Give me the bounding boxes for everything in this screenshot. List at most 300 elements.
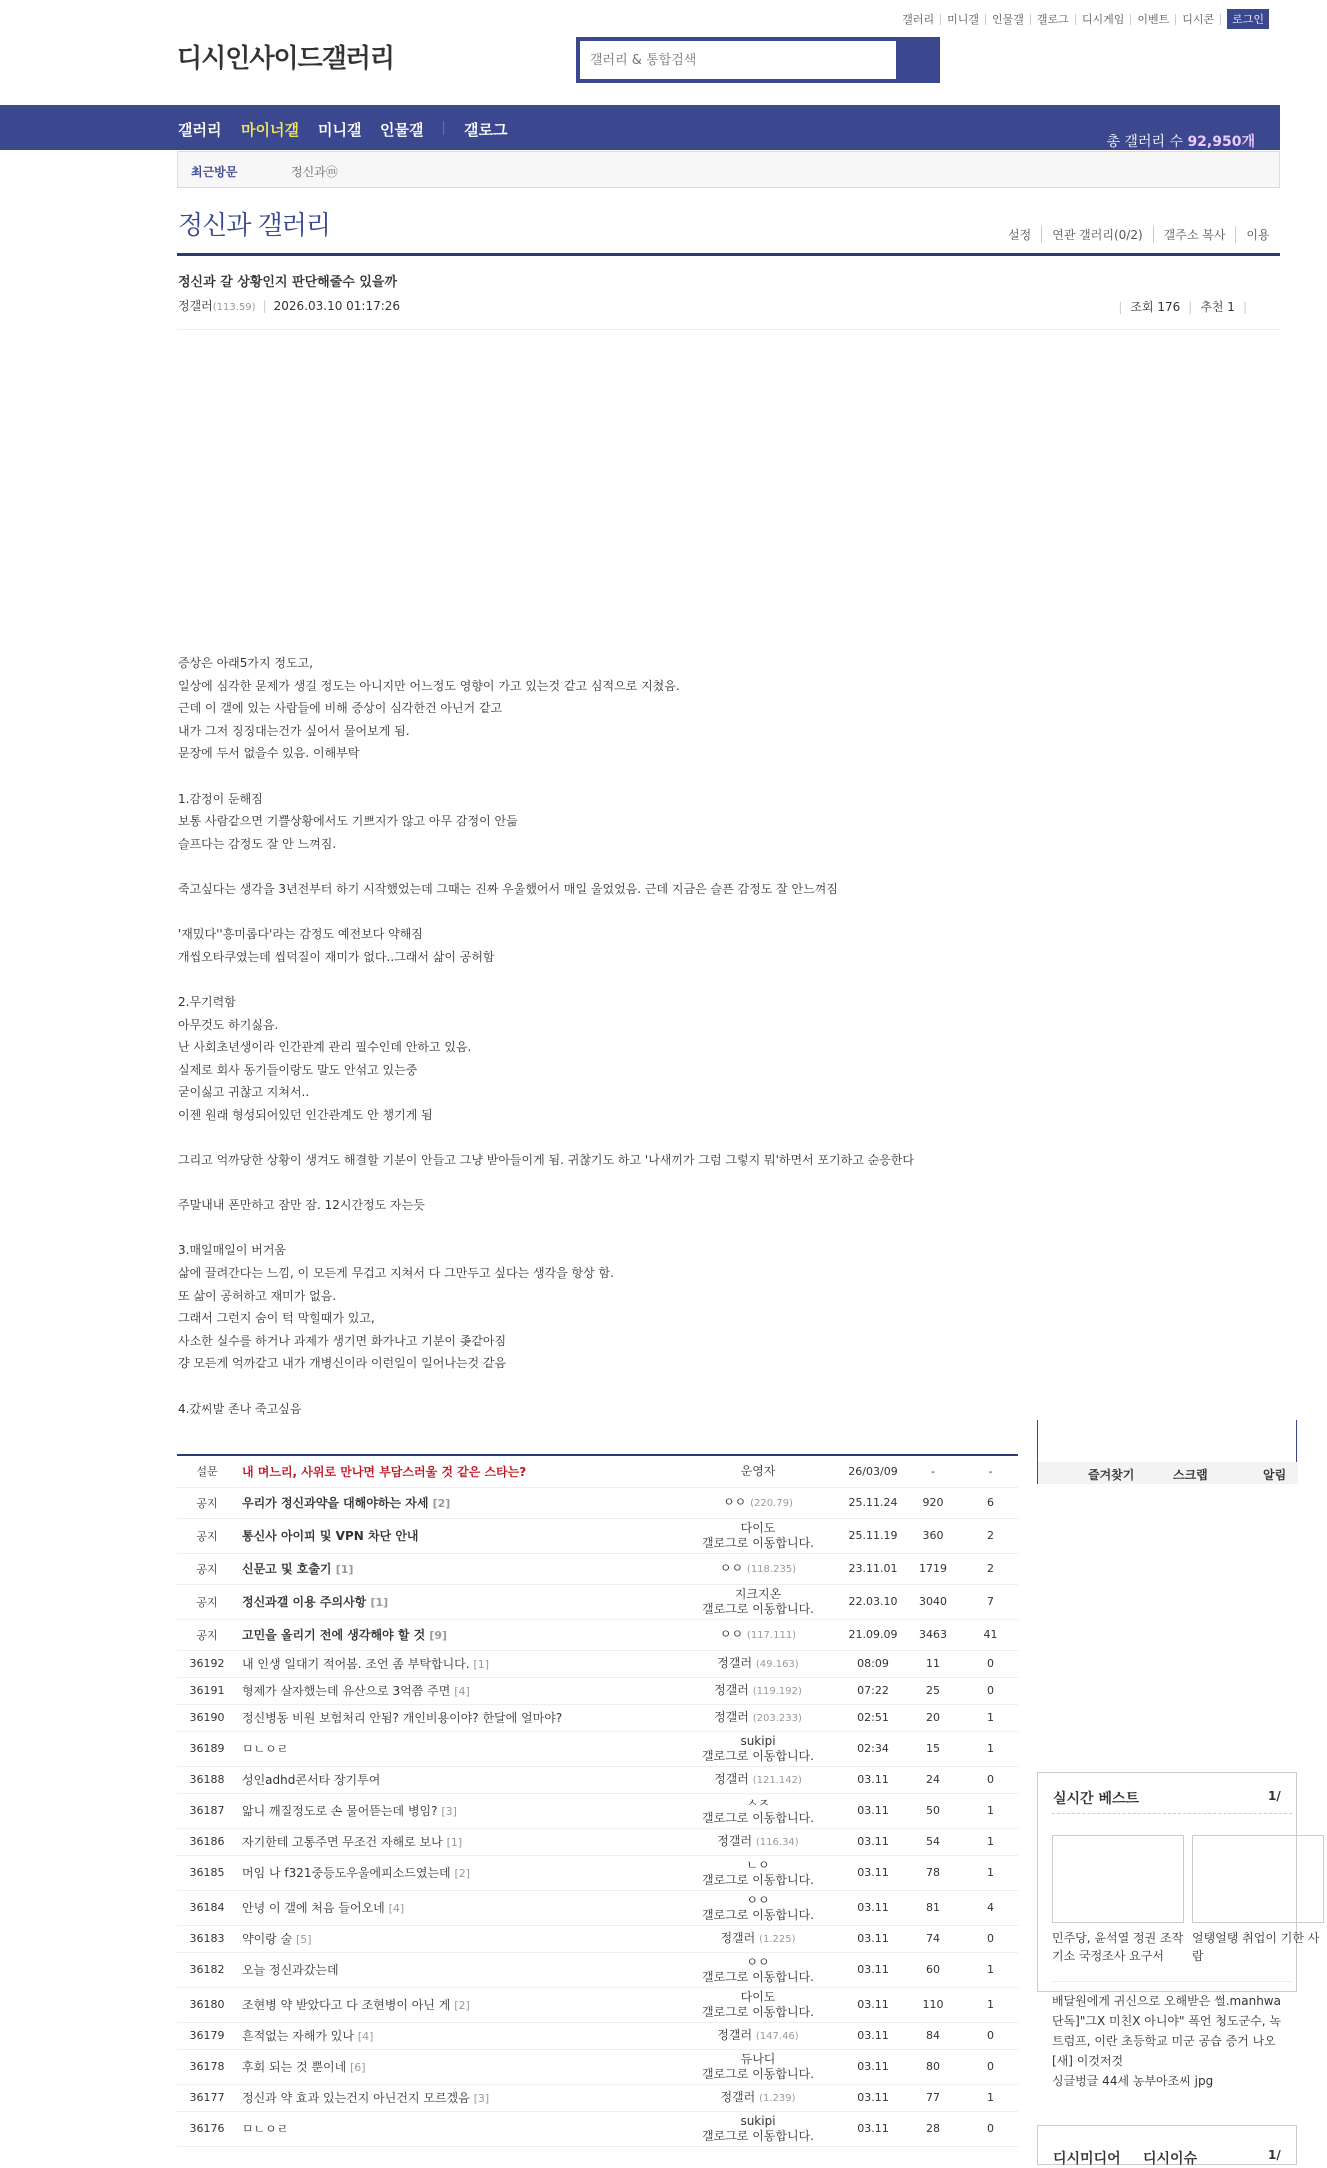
related-galleries-link[interactable]: 연관 갤러리(0/2) — [1041, 226, 1152, 243]
body-line: 삶에 끌려간다는 느낌, 이 모든게 무겁고 지쳐서 다 그만두고 싶다는 생각을 항상 함. — [178, 1266, 614, 1281]
writer-nick[interactable]: 정갤러 — [720, 1930, 756, 1945]
post-recommend: 1 — [963, 1952, 1018, 1987]
top-links — [896, 9, 1269, 29]
post-recommend: 0 — [963, 2022, 1018, 2049]
post-recommend: 1 — [963, 2084, 1018, 2111]
comment-count[interactable]: [4] — [357, 2030, 374, 2043]
post-number: 36179 — [177, 2022, 237, 2049]
user-box — [1037, 1420, 1297, 1484]
gallog-link[interactable]: 갤로그로 이동합니다. — [702, 1810, 814, 1825]
post-views: 15 — [903, 1731, 963, 1766]
table-row — [177, 2084, 1018, 2111]
best-title: 실시간 베스트 — [1053, 1791, 1140, 1807]
total-label: 총 갤러리 수 — [1106, 134, 1188, 150]
post-title-cell — [237, 1619, 673, 1650]
post-title-link[interactable]: 내 며느리, 사위로 만나면 부담스러울 것 같은 스타는? — [242, 1464, 527, 1479]
post-number: 36185 — [177, 1855, 237, 1890]
comment-count[interactable]: [5] — [296, 1933, 312, 1946]
writer-nick[interactable]: 정갤러 — [717, 1833, 753, 1848]
post-title-cell — [237, 1487, 673, 1518]
logo[interactable]: 디시인사이드갤러리 — [177, 44, 395, 74]
writer — [673, 1677, 843, 1704]
nav-person-gallery[interactable]: 인물갤 — [380, 121, 424, 139]
post-title-link[interactable]: 정신과 약 효과 있는건지 아닌건지 모르겠음 — [242, 2091, 470, 2105]
table-row — [177, 1650, 1018, 1677]
gallog-link[interactable]: 갤로그로 이동합니다. — [702, 1535, 814, 1550]
main-nav — [0, 105, 1280, 150]
comment-count[interactable]: [9] — [429, 1629, 448, 1642]
body-line: 문장에 두서 없을수 있음. 이해부탁 — [178, 746, 360, 761]
body-line: 사소한 실수를 하거나 과제가 생기면 화가나고 기분이 좆같아짐 — [178, 1333, 507, 1348]
post-date: 25.11.24 — [843, 1487, 903, 1518]
post-recommend: 0 — [963, 1650, 1018, 1677]
writer-nick[interactable]: 정갤러 — [720, 2089, 756, 2104]
writer — [673, 2022, 843, 2049]
post-title-cell — [237, 1704, 673, 1731]
post-title-cell — [237, 1677, 673, 1704]
post-number: 설문 — [177, 1456, 237, 1487]
writer-nick[interactable]: 지크지온 — [734, 1586, 782, 1601]
post-views: 3463 — [903, 1619, 963, 1650]
post-title-link[interactable]: 후회 되는 것 뿐이네 — [242, 2060, 347, 2074]
writer-ip: (220.79) — [750, 1497, 793, 1509]
post-recommend: 41 — [963, 1619, 1018, 1650]
body-line — [178, 765, 1008, 788]
alarm-button[interactable]: 알림 — [1263, 1468, 1287, 1482]
comment-count[interactable]: [2] — [454, 1999, 470, 2012]
post-views: 20 — [903, 1704, 963, 1731]
post-title-link[interactable]: 성인adhd콘서타 장기투여 — [242, 1773, 381, 1787]
post-title-cell — [237, 1828, 673, 1855]
post-recommend: 7 — [963, 1584, 1018, 1619]
writer-ip: (203.233) — [752, 1712, 802, 1724]
post-views: 60 — [903, 1952, 963, 1987]
body-line — [178, 855, 1008, 878]
top-link[interactable]: 갤러리 — [896, 14, 941, 25]
table-row — [177, 1584, 1018, 1619]
post-title-link[interactable]: ㅁㄴㅇㄹ — [242, 1742, 289, 1756]
table-row — [177, 1890, 1018, 1925]
search-box — [576, 37, 940, 83]
post-title-cell — [237, 1731, 673, 1766]
table-row — [177, 1456, 1018, 1487]
total-galleries — [1106, 131, 1255, 151]
writer — [673, 1487, 843, 1518]
post-title-link[interactable]: 안녕 이 갤에 처음 들어오네 — [242, 1901, 385, 1915]
writer — [673, 1925, 843, 1952]
writer-nick[interactable]: ㅇㅇ — [719, 1626, 744, 1641]
gallog-link[interactable]: 갤로그로 이동합니다. — [702, 1872, 814, 1887]
comment-count[interactable]: [3] — [473, 2092, 490, 2105]
top-link[interactable]: 갤로그 — [1031, 14, 1076, 25]
body-line: 걍 모든게 억까같고 내가 개병신이라 이런일이 일어나는것 같음 — [178, 1356, 507, 1371]
writer-nick[interactable]: sukipi — [740, 2113, 776, 2128]
gallog-link[interactable]: 갤로그로 이동합니다. — [702, 2004, 814, 2019]
body-line — [178, 968, 1008, 991]
table-row — [177, 1855, 1018, 1890]
post-title-link[interactable]: 신문고 및 호출기 — [242, 1562, 332, 1576]
body-line: 굳이싫고 귀찮고 지쳐서.. — [178, 1085, 310, 1100]
writer-nick[interactable]: 듀나디 — [740, 2051, 776, 2066]
writer-nick[interactable]: 정갤러 — [714, 1771, 749, 1786]
post-recommend: - — [963, 1456, 1018, 1487]
post-date: 03.11 — [843, 1793, 903, 1828]
post-list — [177, 1450, 1018, 2147]
body-line: 슬프다는 감정도 잘 안 느껴짐. — [178, 836, 337, 851]
post-number: 공지 — [177, 1518, 237, 1553]
search-input[interactable] — [580, 41, 896, 79]
recent-visits-bar — [177, 151, 1280, 188]
dc-media-box — [1037, 2125, 1297, 2165]
table-row — [177, 1952, 1018, 1987]
post-views: 3040 — [903, 1584, 963, 1619]
writer — [673, 1731, 843, 1766]
post-title-link[interactable]: 통신사 아이피 및 VPN 차단 안내 — [242, 1529, 419, 1543]
writer — [673, 1584, 843, 1619]
writer-nick[interactable]: sukipi — [740, 1733, 776, 1748]
top-link[interactable]: 이벤트 — [1131, 14, 1176, 25]
recent-item[interactable]: 정신과ⓜ — [291, 165, 338, 179]
table-row — [177, 1619, 1018, 1650]
post-number: 공지 — [177, 1487, 237, 1518]
post-title-link[interactable]: 자기한테 고통주면 무조건 자해로 보나 — [242, 1835, 443, 1849]
post-author[interactable]: 정갤러 — [178, 299, 213, 313]
gallog-link[interactable]: 갤로그로 이동합니다. — [702, 2128, 814, 2143]
body-line: 실제로 회사 동기들이랑도 말도 안섞고 있는중 — [178, 1062, 418, 1077]
writer-ip: (1.239) — [759, 2092, 796, 2104]
post-title-link[interactable]: ㅁㄴㅇㄹ — [242, 2122, 289, 2136]
body-line: 4.갔씨발 존나 죽고싶음 — [178, 1401, 302, 1416]
writer-ip: (49.163) — [755, 1658, 799, 1670]
table-row — [177, 1518, 1018, 1553]
post-recommend: 2 — [963, 1553, 1018, 1584]
post-views: 78 — [903, 1855, 963, 1890]
comment-count[interactable]: [1] — [370, 1596, 389, 1609]
writer — [673, 1456, 843, 1487]
gallery-title[interactable]: 정신과 갤러리 — [178, 211, 330, 241]
post-title-link[interactable]: 정신병동 비원 보험처리 안됨? 개인비용이야? 한달에 얼마야? — [242, 1711, 563, 1725]
table-row — [177, 2111, 1018, 2146]
post-title-link[interactable]: 정신과갤 이용 주의사항 — [242, 1595, 367, 1609]
body-line: 죽고싶다는 생각을 3년전부터 하기 시작했었는데 그때는 진짜 우울했어서 매일 울었었음. 근데 지금은 슬픈 감정도 잘 안느껴짐 — [178, 881, 838, 896]
post-views: 84 — [903, 2022, 963, 2049]
table-row — [177, 2049, 1018, 2084]
best-item[interactable]: 배달원에게 귀신으로 오해받은 썰.manhwa — [1052, 1994, 1281, 2008]
writer-nick[interactable]: ㅇㅇ — [746, 1892, 770, 1907]
writer-nick[interactable]: 다이도 — [740, 1520, 776, 1535]
comment-count[interactable]: [2] — [454, 1867, 471, 1880]
body-line: 주말내내 폰만하고 잠만 잠. 12시간정도 자는듯 — [178, 1198, 425, 1213]
table-row — [177, 1987, 1018, 2022]
writer-nick[interactable]: ㅇㅇ — [746, 1954, 770, 1969]
nav-mini-gallery[interactable]: 미니갤 — [318, 121, 362, 139]
post-number: 36178 — [177, 2049, 237, 2084]
post-ip: (113.59) — [212, 302, 256, 313]
tab-dc-media[interactable]: 디시미디어 — [1053, 2151, 1121, 2167]
post-views: 360 — [903, 1518, 963, 1553]
best-item[interactable]: 단독]"그X 미친X 아니야" 폭언 청도군수, 녹 — [1052, 2014, 1281, 2028]
post-date: 03.11 — [843, 2049, 903, 2084]
post-number: 36184 — [177, 1890, 237, 1925]
writer-nick[interactable]: ㅅㅈ — [746, 1795, 770, 1810]
recent-label: 최근방문 — [191, 165, 238, 179]
body-line: 내가 그저 징징대는건가 싶어서 물어보게 됨. — [178, 723, 410, 738]
table-row — [177, 1828, 1018, 1855]
body-line — [178, 901, 1008, 924]
post-title-cell — [237, 1855, 673, 1890]
body-line: 보통 사람같으면 기쁠상황에서도 기쁘지가 않고 아무 감정이 안듦 — [178, 814, 518, 829]
post-title-link[interactable]: 약이랑 술 — [242, 1932, 293, 1946]
post-date: 21.09.09 — [843, 1619, 903, 1650]
best-item[interactable]: [새] 이것저것 — [1052, 2054, 1124, 2068]
writer-ip: (121.142) — [752, 1774, 802, 1786]
table-row — [177, 1553, 1018, 1584]
writer-nick[interactable]: ㅇㅇ — [719, 1560, 744, 1575]
body-line: 3.매일매일이 버거움 — [178, 1243, 287, 1258]
post-title-cell — [237, 2084, 673, 2111]
post-views: 920 — [903, 1487, 963, 1518]
comment-count[interactable]: [4] — [388, 1902, 405, 1915]
writer-nick[interactable]: 정갤러 — [714, 1682, 749, 1697]
writer-ip: (116.34) — [755, 1836, 799, 1848]
post-recommend: 1 — [963, 1987, 1018, 2022]
post-number: 36182 — [177, 1952, 237, 1987]
post-title-cell — [237, 2049, 673, 2084]
comment-count[interactable]: [3] — [441, 1805, 457, 1818]
writer-nick[interactable]: 운영자 — [740, 1463, 776, 1478]
post-views: 50 — [903, 1793, 963, 1828]
top-link[interactable]: 인물갤 — [986, 14, 1031, 25]
gallog-link[interactable]: 갤로그로 이동합니다. — [702, 1748, 814, 1763]
post-number: 공지 — [177, 1584, 237, 1619]
post-number: 36176 — [177, 2111, 237, 2146]
table-row — [177, 1925, 1018, 1952]
post-title-link[interactable]: 오늘 정신과갔는데 — [242, 1963, 339, 1977]
post-number: 36192 — [177, 1650, 237, 1677]
post-number: 36190 — [177, 1704, 237, 1731]
body-line: 근데 이 갤에 있는 사람들에 비해 증상이 심각한건 아닌거 같고 — [178, 701, 503, 716]
total-value: 92,950개 — [1187, 134, 1255, 150]
best-caption[interactable]: 얼탱얼탱 취업이 기한 사람 — [1192, 1931, 1320, 1963]
writer — [673, 2111, 843, 2146]
writer — [673, 1890, 843, 1925]
post-date: 26/03/09 — [843, 1456, 903, 1487]
best-page: 1/ — [1268, 1789, 1281, 1803]
gallog-link[interactable]: 갤로그로 이동합니다. — [702, 2066, 814, 2081]
login-button[interactable]: 로그인 — [1227, 9, 1269, 29]
post-number: 36187 — [177, 1793, 237, 1828]
post-recommend: 2 — [963, 1518, 1018, 1553]
body-line: 그리고 억까당한 상황이 생겨도 해결할 기분이 안들고 그냥 받아들이게 됨. 귀찮기도 하고 '나새끼가 그럼 그렇지 뭐'하면서 포기하고 순응한다 — [178, 1153, 915, 1168]
writer — [673, 1855, 843, 1890]
writer — [673, 1828, 843, 1855]
post-number: 36183 — [177, 1925, 237, 1952]
body-line: 이젠 원래 형성되어있던 인간관계도 안 챙기게 됨 — [178, 1107, 433, 1122]
post-recommend: 1 — [963, 1828, 1018, 1855]
post-date: 03.11 — [843, 2111, 903, 2146]
post-date: 03.11 — [843, 1766, 903, 1793]
post-date: 03.11 — [843, 1987, 903, 2022]
post-title-cell — [237, 1793, 673, 1828]
settings-link[interactable]: 설정 — [1008, 228, 1032, 242]
top-link[interactable]: 미니갤 — [941, 14, 986, 25]
gallog-link[interactable]: 갤로그로 이동합니다. — [702, 1907, 814, 1922]
post-title-cell — [237, 1987, 673, 2022]
writer — [673, 1518, 843, 1553]
favorites-button[interactable]: 즐겨찾기 — [1088, 1468, 1135, 1482]
scrap-button[interactable]: 스크랩 — [1173, 1468, 1208, 1482]
post-title-link[interactable]: 앎니 깨질정도로 손 물어뜯는데 병임? — [242, 1804, 438, 1818]
post-recommend: 0 — [963, 1766, 1018, 1793]
writer — [673, 1650, 843, 1677]
post-views: 81 — [903, 1890, 963, 1925]
post-recommend: 0 — [963, 2049, 1018, 2084]
body-line: 1.감정이 둔해짐 — [178, 791, 263, 806]
comment-count[interactable]: [1] — [473, 1658, 490, 1671]
post-title-link[interactable]: 내 인생 일대기 적어봄. 조언 좀 부탁합니다. — [242, 1657, 470, 1671]
post-number: 36186 — [177, 1828, 237, 1855]
writer — [673, 2049, 843, 2084]
post-body — [178, 652, 1008, 1420]
comment-count[interactable]: [2] — [432, 1497, 451, 1510]
post-recommend: 0 — [963, 1677, 1018, 1704]
body-line — [178, 1375, 1008, 1398]
writer — [673, 1952, 843, 1987]
table-row — [177, 1766, 1018, 1793]
best-thumbnail[interactable] — [1052, 1835, 1184, 1923]
post-number: 공지 — [177, 1553, 237, 1584]
post-recommend: 0 — [963, 1925, 1018, 1952]
comment-count[interactable]: [1] — [446, 1836, 463, 1849]
tab-dc-issue[interactable]: 디시이슈 — [1143, 2151, 1198, 2167]
post-title-link[interactable]: 머임 나 f321중등도우울에피소드였는데 — [242, 1866, 451, 1880]
post-title-cell — [237, 1650, 673, 1677]
post-date: 03.11 — [843, 1855, 903, 1890]
post-number: 공지 — [177, 1619, 237, 1650]
post-date: 08:09 — [843, 1650, 903, 1677]
writer-ip: (117.111) — [746, 1629, 797, 1641]
post-title-cell — [237, 1518, 673, 1553]
post-views: 1719 — [903, 1553, 963, 1584]
body-line: 일상에 심각한 문제가 생길 정도는 아니지만 어느정도 영향이 가고 있는것 같고 심적으로 지쳤음. — [178, 678, 680, 693]
writer — [673, 1619, 843, 1650]
writer-ip: (147.46) — [755, 2030, 799, 2042]
post-title-link[interactable]: 고민을 올리기 전에 생각해야 할 것 — [242, 1628, 426, 1642]
table-row — [177, 1704, 1018, 1731]
writer-nick[interactable]: ㅇㅇ — [723, 1494, 747, 1509]
post-meta: 정갤러(113.59) | 2026.03.10 01:17:26 — [178, 299, 401, 313]
writer-nick[interactable]: 정갤러 — [717, 1655, 753, 1670]
copy-address-link[interactable]: 갤주소 복사 — [1153, 226, 1236, 243]
body-line: 아무것도 하기싫음. — [178, 1017, 279, 1032]
post-recommend: 4 — [963, 1890, 1018, 1925]
nav-minor-gallery[interactable]: 마이너갤 — [241, 121, 299, 139]
table-row — [177, 1487, 1018, 1518]
writer-ip: (119.192) — [752, 1685, 802, 1697]
comment-count[interactable]: [4] — [454, 1685, 470, 1698]
writer-ip: (1.225) — [759, 1933, 796, 1945]
best-list — [1052, 1991, 1281, 2091]
post-date: 02:34 — [843, 1731, 903, 1766]
post-header-divider — [177, 329, 1280, 330]
post-date: 02:51 — [843, 1704, 903, 1731]
post-views: 24 — [903, 1766, 963, 1793]
nav-gallery[interactable]: 갤러리 — [178, 121, 222, 139]
post-title-link[interactable]: 조현병 약 받았다고 다 조현병이 아닌 게 — [242, 1998, 451, 2012]
post-title-link[interactable]: 흔적없는 자해가 있나 — [242, 2029, 354, 2043]
post-title-cell — [237, 1553, 673, 1584]
writer-nick[interactable]: 다이도 — [740, 1989, 776, 2004]
gallog-link[interactable]: 갤로그로 이동합니다. — [702, 1601, 814, 1616]
post-number: 36177 — [177, 2084, 237, 2111]
post-title-cell — [237, 1890, 673, 1925]
gallog-link[interactable]: 갤로그로 이동합니다. — [702, 1969, 814, 1984]
best-item[interactable]: 트럼프, 이란 초등학교 미군 공습 증거 나오 — [1052, 2034, 1276, 2048]
post-title-cell — [237, 1456, 673, 1487]
writer-nick[interactable]: 정갤러 — [717, 2027, 753, 2042]
gallery-menu — [1008, 226, 1280, 243]
post-title-cell — [237, 1925, 673, 1952]
post-number: 36180 — [177, 1987, 237, 2022]
post-stats: | 조회 176 | 추천 1 | — [1118, 300, 1247, 314]
media-page: 1/ — [1268, 2148, 1281, 2162]
post-views: 74 — [903, 1925, 963, 1952]
post-title-link[interactable]: 우리가 정신과약을 대해야하는 자세 — [242, 1496, 429, 1510]
writer-ip: (118.235) — [746, 1563, 797, 1575]
post-views: 110 — [903, 1987, 963, 2022]
post-recommend: 1 — [963, 1704, 1018, 1731]
best-item[interactable]: 싱글벙글 44세 농부아조씨 jpg — [1052, 2074, 1214, 2088]
post-views: 28 — [903, 2111, 963, 2146]
realtime-best — [1037, 1772, 1320, 2088]
post-number: 36188 — [177, 1766, 237, 1793]
best-thumbnail[interactable] — [1192, 1835, 1324, 1923]
writer — [673, 1766, 843, 1793]
body-line: 개씹오타쿠였는데 씹덕질이 재미가 없다..그래서 삶이 공허함 — [178, 949, 495, 964]
post-views: - — [903, 1456, 963, 1487]
post-views: 11 — [903, 1650, 963, 1677]
top-link[interactable]: 디시게임 — [1076, 14, 1132, 25]
top-link[interactable]: 디시콘 — [1176, 14, 1221, 25]
post-views: 54 — [903, 1828, 963, 1855]
nav-divider — [443, 121, 444, 135]
best-caption[interactable]: 민주당, 윤석열 정권 조작기소 국정조사 요구서 — [1052, 1931, 1184, 1963]
post-views: 25 — [903, 1677, 963, 1704]
writer — [673, 1793, 843, 1828]
post-title-cell — [237, 1766, 673, 1793]
post-views: 77 — [903, 2084, 963, 2111]
body-line: 난 사회초년생이라 인간관계 관리 필수인데 안하고 있음. — [178, 1040, 472, 1055]
body-line: 그래서 그런지 숨이 턱 막힐때가 있고, — [178, 1311, 375, 1326]
usage-link[interactable]: 이용 — [1235, 226, 1279, 243]
post-views: 조회 176 — [1130, 300, 1181, 314]
post-title-link[interactable]: 형제가 살자했는데 유산으로 3억쯤 주면 — [242, 1684, 451, 1698]
writer-nick[interactable]: ㄴㅇ — [746, 1857, 770, 1872]
comment-count[interactable]: [6] — [350, 2061, 366, 2074]
writer — [673, 1553, 843, 1584]
comment-count[interactable]: [1] — [335, 1563, 354, 1576]
post-date: 25.11.19 — [843, 1518, 903, 1553]
post-number: 36189 — [177, 1731, 237, 1766]
body-line — [178, 1172, 1008, 1195]
post-number: 36191 — [177, 1677, 237, 1704]
post-title-cell — [237, 2022, 673, 2049]
nav-gallog[interactable]: 갤로그 — [464, 121, 508, 139]
post-recommend: 1 — [963, 1855, 1018, 1890]
table-row — [177, 2022, 1018, 2049]
writer-nick[interactable]: 정갤러 — [714, 1709, 749, 1724]
writer — [673, 1704, 843, 1731]
